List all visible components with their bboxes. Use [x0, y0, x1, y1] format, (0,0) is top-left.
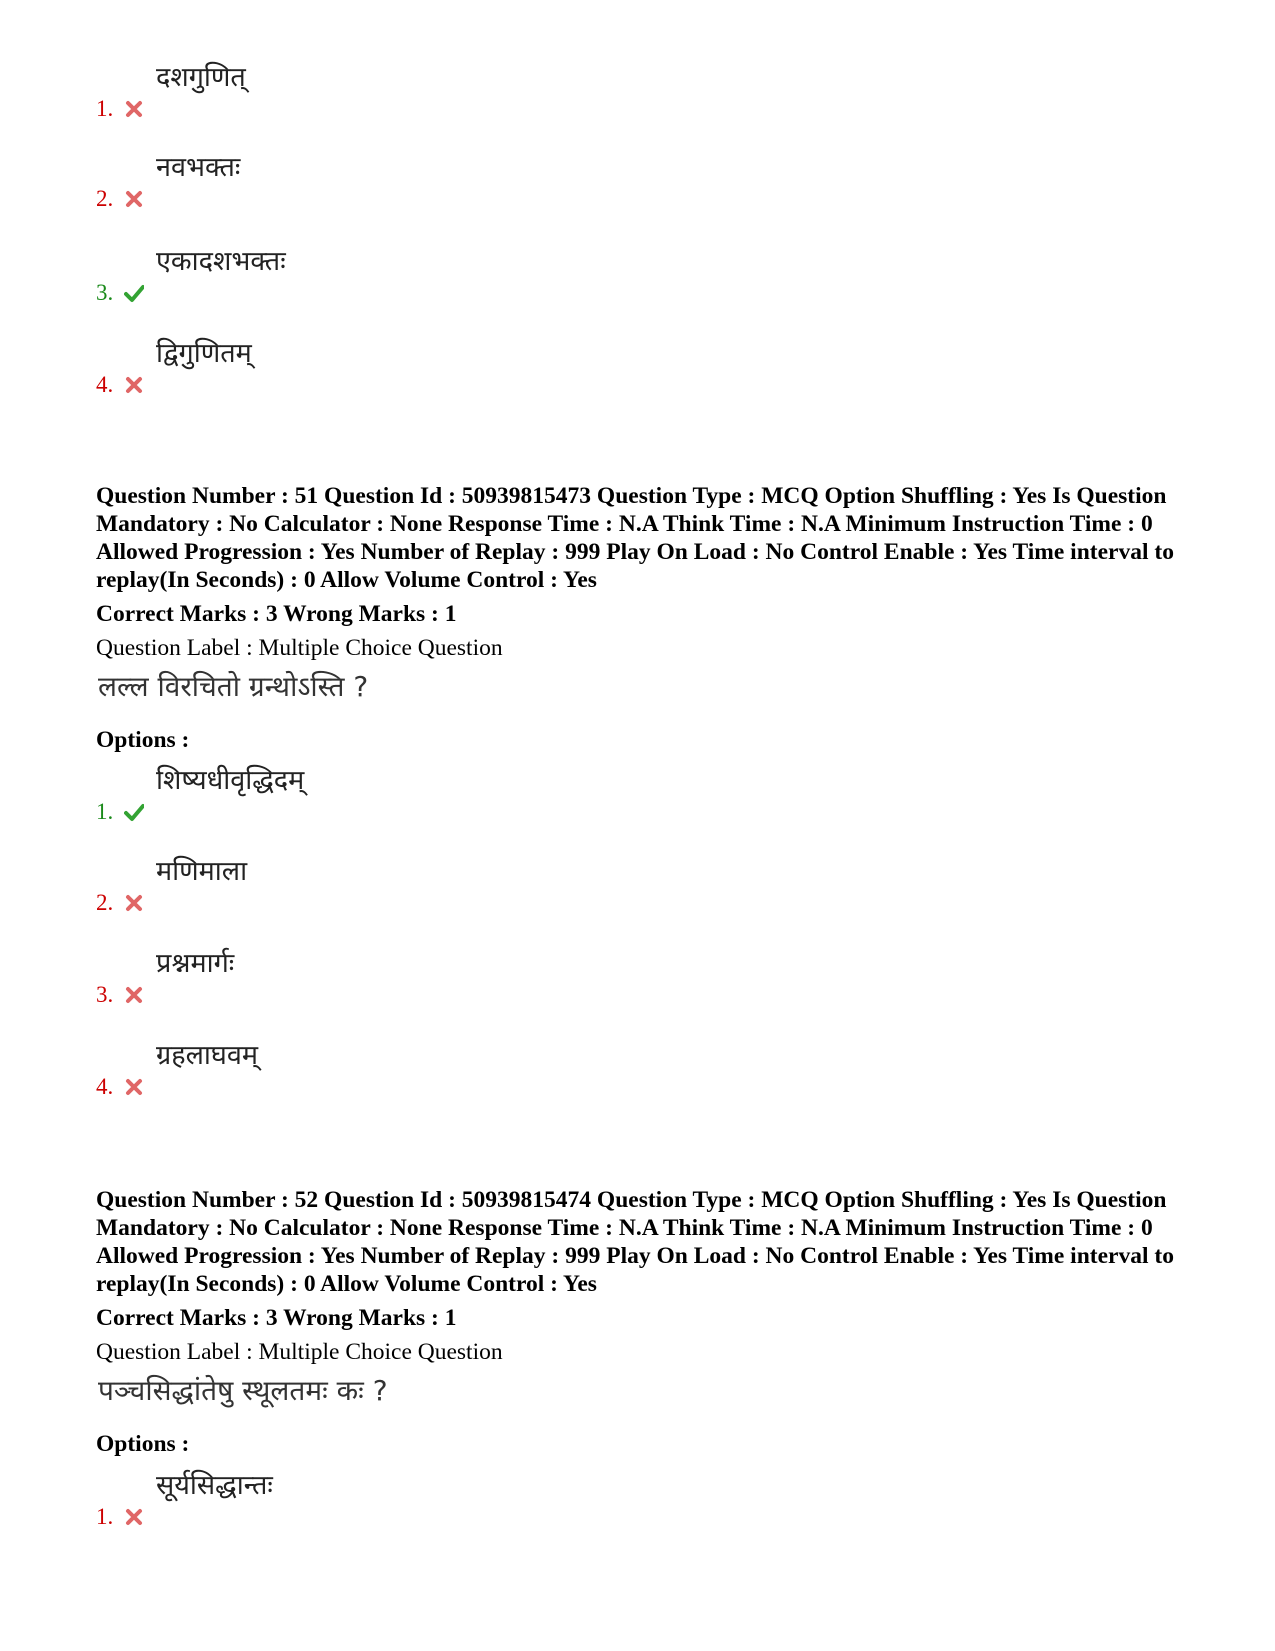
question-marks: Correct Marks : 3 Wrong Marks : 1: [96, 601, 457, 627]
option-number: 2.: [96, 186, 114, 211]
option-item: [96, 152, 696, 212]
cross-icon: [124, 985, 144, 1005]
option-number: 3.: [96, 280, 114, 305]
question-marks: Correct Marks : 3 Wrong Marks : 1: [96, 1305, 457, 1331]
cross-icon: [124, 375, 144, 395]
question-text: लल्ल विरचितो ग्रन्थोऽस्ति ?: [98, 670, 369, 703]
question-label: Question Label : Multiple Choice Question: [96, 635, 503, 661]
check-icon: [124, 802, 144, 822]
option-item: [96, 338, 696, 398]
option-item: [96, 948, 696, 1008]
option-text: एकादशभक्तः: [156, 246, 286, 277]
option-number: 3.: [96, 982, 114, 1007]
option-number: 2.: [96, 890, 114, 915]
question-label: Question Label : Multiple Choice Question: [96, 1339, 503, 1365]
option-item: [96, 765, 696, 825]
options-label: Options :: [96, 727, 190, 753]
cross-icon: [124, 189, 144, 209]
option-number: 1.: [96, 1504, 114, 1529]
option-text: मणिमाला: [156, 856, 248, 887]
option-text: दशगुणित्: [156, 62, 246, 93]
option-text: प्रश्नमार्गः: [156, 948, 235, 979]
option-text: नवभक्तः: [156, 152, 241, 183]
option-number: 4.: [96, 372, 114, 397]
option-text: सूर्यसिद्धान्तः: [156, 1470, 273, 1501]
cross-icon: [124, 99, 144, 119]
option-number: 4.: [96, 1074, 114, 1099]
question-text: पञ्चसिद्धांतेषु स्थूलतमः कः ?: [98, 1374, 388, 1407]
option-number: 1.: [96, 799, 114, 824]
cross-icon: [124, 1507, 144, 1527]
question-meta: Question Number : 51 Question Id : 50939815473 Question Type : MCQ Option Shuffling : Yes Is Question Mandatory : No Calculator : None Response Time : N.A Think Time : N.A Minimum Instruction Time : 0 Allowed Progression : Yes Number of Replay : 999 Play On Load : No Control Enable : Yes Time interval to replay(In Seconds) : 0 Allow Volume Control : Yes: [96, 483, 1174, 593]
question-meta: Question Number : 52 Question Id : 50939815474 Question Type : MCQ Option Shuffling : Yes Is Question Mandatory : No Calculator : None Response Time : N.A Think Time : N.A Minimum Instruction Time : 0 Allowed Progression : Yes Number of Replay : 999 Play On Load : No Control Enable : Yes Time interval to replay(In Seconds) : 0 Allow Volume Control : Yes: [96, 1187, 1174, 1297]
cross-icon: [124, 893, 144, 913]
option-item: [96, 1470, 696, 1530]
option-item: [96, 856, 696, 916]
option-text: ग्रहलाघवम्: [156, 1040, 258, 1071]
cross-icon: [124, 1077, 144, 1097]
option-text: द्विगुणितम्: [156, 338, 252, 369]
options-label: Options :: [96, 1431, 190, 1457]
option-item: [96, 246, 696, 306]
option-item: [96, 62, 696, 122]
option-number: 1.: [96, 96, 114, 121]
option-item: [96, 1040, 696, 1100]
check-icon: [124, 283, 144, 303]
option-text: शिष्यधीवृद्धिदम्: [156, 765, 305, 796]
